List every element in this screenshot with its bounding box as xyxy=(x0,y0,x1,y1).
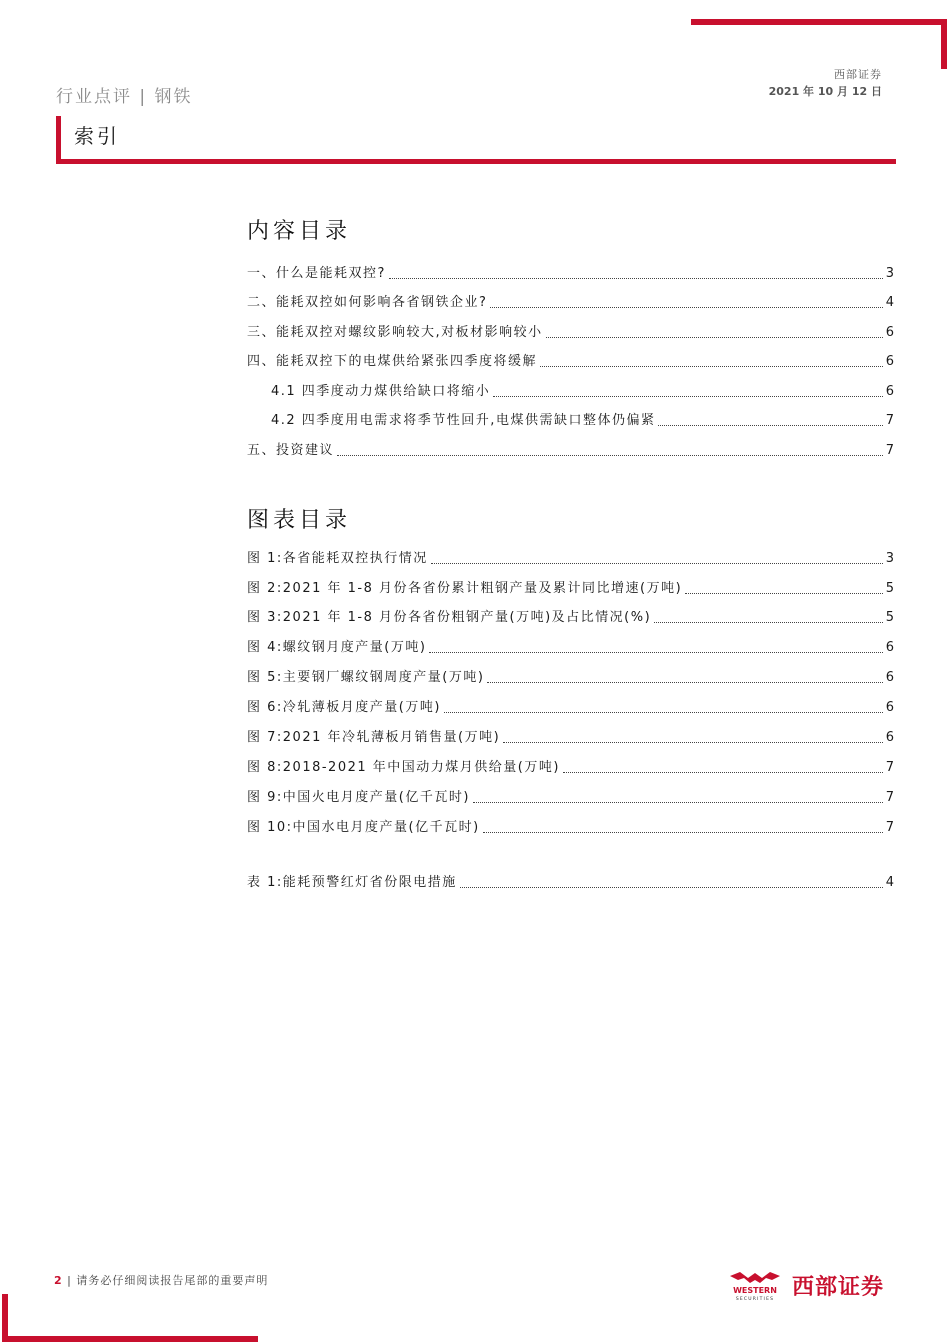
leader-dots xyxy=(563,762,883,773)
footer-notice-text: 请务必仔细阅读报告尾部的重要声明 xyxy=(76,1274,269,1287)
figure-entry[interactable] xyxy=(247,756,894,778)
toc-entry[interactable] xyxy=(247,321,894,343)
figure-entry-label: 图 5:主要钢厂螺纹钢周度产量(万吨) xyxy=(247,670,485,685)
figure-entry-label: 图 4:螺纹钢月度产量(万吨) xyxy=(247,640,427,655)
toc-entry-label: 4.1 四季度动力煤供给缺口将缩小 xyxy=(271,384,491,399)
toc-entry-label: 四、能耗双控下的电煤供给紧张四季度将缓解 xyxy=(247,354,538,369)
toc-entry[interactable] xyxy=(247,439,894,461)
figure-entry[interactable] xyxy=(247,606,894,628)
figure-entry[interactable] xyxy=(247,726,894,748)
leader-dots xyxy=(487,672,882,683)
figure-entry-label: 图 7:2021 年冷轧薄板月销售量(万吨) xyxy=(247,730,501,745)
footer-notice xyxy=(54,1272,268,1288)
figure-entry[interactable] xyxy=(247,636,894,658)
figures-title: 图表目录 xyxy=(247,508,352,533)
figure-entry[interactable] xyxy=(247,666,894,688)
western-securities-logo-icon xyxy=(726,1268,784,1302)
report-date: 2021 年 10 月 12 日 xyxy=(768,85,882,98)
leader-dots xyxy=(490,297,882,308)
figure-entry-label: 图 1:各省能耗双控执行情况 xyxy=(247,551,428,566)
bottom-accent-bar xyxy=(2,1336,258,1342)
toc-entry-page: 6 xyxy=(885,325,894,340)
figure-entry[interactable] xyxy=(247,547,894,569)
leader-dots xyxy=(658,415,882,426)
leader-dots xyxy=(389,268,883,279)
figure-entry-page: 6 xyxy=(885,670,894,685)
figure-entry-page: 7 xyxy=(885,760,894,775)
figure-entry[interactable] xyxy=(247,696,894,718)
bottom-left-accent-bar xyxy=(2,1294,8,1342)
leader-dots xyxy=(444,702,883,713)
toc-entry[interactable] xyxy=(247,291,894,313)
figure-entry-label: 图 6:冷轧薄板月度产量(万吨) xyxy=(247,700,441,715)
figure-entry-page: 6 xyxy=(885,700,894,715)
figure-entry-page: 3 xyxy=(885,551,894,566)
figure-entry-page: 6 xyxy=(885,730,894,745)
toc-entry-label: 五、投资建议 xyxy=(247,443,335,458)
top-right-accent-bar xyxy=(941,19,947,69)
toc-entry-label: 三、能耗双控对螺纹影响较大,对板材影响较小 xyxy=(247,325,543,340)
leader-dots xyxy=(540,356,883,367)
toc-entry-label: 4.2 四季度用电需求将季节性回升,电煤供需缺口整体仍偏紧 xyxy=(271,413,656,428)
index-divider xyxy=(56,159,896,164)
table-entry-label: 表 1:能耗预警红灯省份限电措施 xyxy=(247,875,457,890)
figure-entry[interactable] xyxy=(247,816,894,838)
figure-entry-page: 5 xyxy=(885,610,894,625)
logo-text: 西部证券 xyxy=(792,1275,885,1300)
leader-dots xyxy=(503,732,883,743)
top-accent-bar xyxy=(691,19,947,25)
figure-entry-label: 图 10:中国水电月度产量(亿千瓦时) xyxy=(247,820,480,835)
toc-entry[interactable] xyxy=(247,350,894,372)
leader-dots xyxy=(473,792,883,803)
svg-text:SECURITIES: SECURITIES xyxy=(735,1297,775,1302)
leader-dots xyxy=(460,877,883,888)
figure-entry-page: 7 xyxy=(885,820,894,835)
toc-entry-page: 4 xyxy=(885,295,894,310)
toc-entry-label: 一、什么是能耗双控? xyxy=(247,266,386,281)
figure-entry-label: 图 8:2018-2021 年中国动力煤月供给量(万吨) xyxy=(247,760,560,775)
figure-entry-label: 图 2:2021 年 1-8 月份各省份累计粗钢产量及累计同比增速(万吨) xyxy=(247,581,683,596)
toc-subentry[interactable] xyxy=(271,409,894,431)
toc-entry-page: 7 xyxy=(885,443,894,458)
toc-entry-page: 7 xyxy=(885,413,894,428)
figure-entry-page: 6 xyxy=(885,640,894,655)
figure-entry-page: 7 xyxy=(885,790,894,805)
leader-dots xyxy=(685,583,883,594)
leader-dots xyxy=(493,386,882,397)
report-category: 行业点评 | 钢铁 xyxy=(56,87,193,107)
footer-separator: | xyxy=(67,1274,77,1287)
svg-text:WESTERN: WESTERN xyxy=(733,1286,777,1295)
toc-entry-page: 3 xyxy=(885,266,894,281)
figure-entry-label: 图 3:2021 年 1-8 月份各省份粗钢产量(万吨)及占比情况(%) xyxy=(247,610,652,625)
table-entry[interactable] xyxy=(247,871,894,893)
toc-subentry[interactable] xyxy=(271,380,894,402)
company-logo xyxy=(726,1268,898,1302)
index-accent-bar xyxy=(56,116,61,161)
header-brand: 西部证券 xyxy=(834,68,882,81)
leader-dots xyxy=(483,822,883,833)
toc-entry[interactable] xyxy=(247,262,894,284)
toc-entry-label: 二、能耗双控如何影响各省钢铁企业? xyxy=(247,295,488,310)
figure-entry[interactable] xyxy=(247,786,894,808)
figure-entry-page: 5 xyxy=(885,581,894,596)
leader-dots xyxy=(546,327,883,338)
leader-dots xyxy=(429,642,882,653)
page-number: 2 xyxy=(54,1274,63,1287)
leader-dots xyxy=(337,445,883,456)
figure-entry-label: 图 9:中国火电月度产量(亿千瓦时) xyxy=(247,790,470,805)
leader-dots xyxy=(654,612,883,623)
figure-entry[interactable] xyxy=(247,577,894,599)
index-title: 索引 xyxy=(74,124,120,148)
toc-entry-page: 6 xyxy=(885,384,894,399)
leader-dots xyxy=(431,553,883,564)
contents-title: 内容目录 xyxy=(247,219,352,244)
toc-entry-page: 6 xyxy=(885,354,894,369)
table-entry-page: 4 xyxy=(885,875,894,890)
